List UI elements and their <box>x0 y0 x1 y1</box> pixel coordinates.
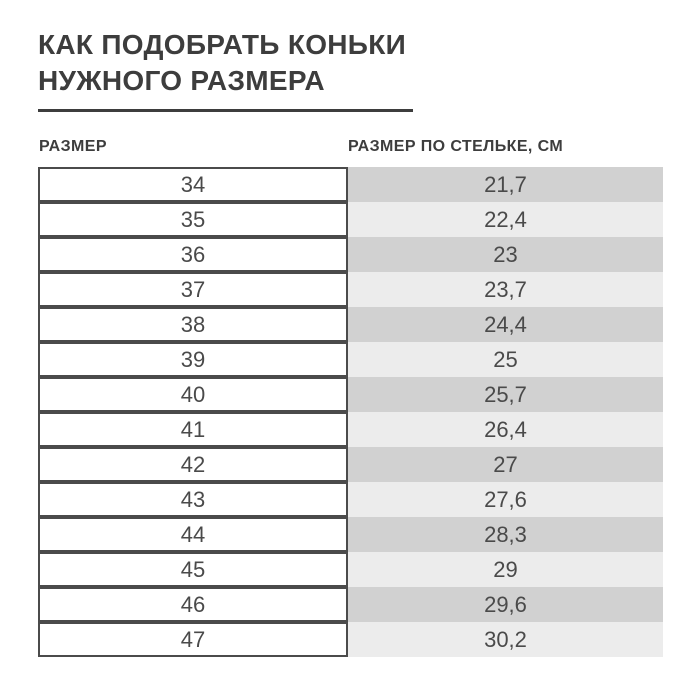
table-row <box>38 552 663 587</box>
insole-cell: 25,7 <box>348 377 663 412</box>
table-row <box>38 307 663 342</box>
insole-cell: 30,2 <box>348 622 663 657</box>
size-table <box>38 167 663 657</box>
size-cell: 46 <box>38 587 348 622</box>
table-row <box>38 482 663 517</box>
insole-cell: 29,6 <box>348 587 663 622</box>
table-row <box>38 587 663 622</box>
insole-cell: 27,6 <box>348 482 663 517</box>
page-title-line2: НУЖНОГО РАЗМЕРА <box>38 65 325 96</box>
page-title-line1: КАК ПОДОБРАТЬ КОНЬКИ <box>38 29 407 60</box>
insole-cell: 23 <box>348 237 663 272</box>
table-row <box>38 342 663 377</box>
table-row <box>38 377 663 412</box>
table-row <box>38 167 663 202</box>
column-header-size: РАЗМЕР <box>39 138 107 155</box>
size-cell: 40 <box>38 377 348 412</box>
table-row <box>38 447 663 482</box>
page-title <box>38 27 406 99</box>
insole-cell: 28,3 <box>348 517 663 552</box>
column-header-insole: РАЗМЕР ПО СТЕЛЬКЕ, СМ <box>348 138 564 155</box>
size-cell: 42 <box>38 447 348 482</box>
size-cell: 37 <box>38 272 348 307</box>
size-cell: 34 <box>38 167 348 202</box>
table-row <box>38 202 663 237</box>
table-row <box>38 412 663 447</box>
size-cell: 35 <box>38 202 348 237</box>
size-cell: 36 <box>38 237 348 272</box>
insole-cell: 22,4 <box>348 202 663 237</box>
size-cell: 45 <box>38 552 348 587</box>
insole-cell: 21,7 <box>348 167 663 202</box>
insole-cell: 25 <box>348 342 663 377</box>
size-cell: 47 <box>38 622 348 657</box>
size-cell: 43 <box>38 482 348 517</box>
table-row <box>38 517 663 552</box>
insole-cell: 27 <box>348 447 663 482</box>
table-row <box>38 272 663 307</box>
table-row <box>38 237 663 272</box>
insole-cell: 23,7 <box>348 272 663 307</box>
size-cell: 44 <box>38 517 348 552</box>
size-cell: 41 <box>38 412 348 447</box>
insole-cell: 26,4 <box>348 412 663 447</box>
table-row <box>38 622 663 657</box>
title-underline <box>38 109 413 112</box>
insole-cell: 29 <box>348 552 663 587</box>
size-cell: 38 <box>38 307 348 342</box>
insole-cell: 24,4 <box>348 307 663 342</box>
size-cell: 39 <box>38 342 348 377</box>
